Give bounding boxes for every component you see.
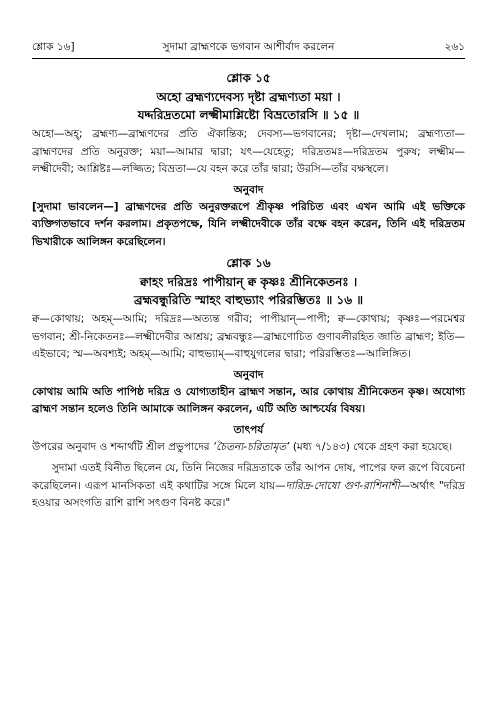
verse-15-line-1: অহো ব্রহ্মণ্যদেবস্য দৃষ্টা ব্রহ্মণ্যতা ময়া । [156, 90, 341, 104]
purport-p2-quote: দারিদ্র-দোষো গুণ-রাশিনাশী [285, 479, 400, 492]
verse-15-synonyms: অহো—অহ্; ব্রহ্মণ্য—ব্রাহ্মণদের প্রতি ঐকান্তিক; দেবস্য—ভগবানের; দৃষ্টা—দেখলাম; ব্রহ্মণ্যতা—ব্রাহ্মণদের প্রতি অনুরক্ত; ময়া—আমার দ্বারা; যৎ—যেহেতু; দরিদ্রতমঃ—দরিদ্রতম পুরুষ; লক্ষ্মীম—লক্ষ্মীদেবী; আশ্লিষ্টঃ—লজ্জিত; বিভ্রতা—যে বহন করে তাঁর দ্বারা; উরসি—তাঁর বক্ষস্থলে। [32, 128, 465, 175]
header-rule [32, 58, 465, 59]
running-header [32, 40, 465, 56]
purport-p2-text-b: —অর্থাৎ "দরিদ্র হওয়ার অসংগতি রাশি রাশি সৎগুণ বিনষ্ট করে।" [32, 479, 466, 509]
verse-16-heading: শ্লোক ১৬ [226, 256, 271, 270]
page-content [32, 68, 465, 517]
verse-15-heading: শ্লোক ১৫ [226, 71, 271, 85]
purport-paragraph-1 [32, 439, 465, 457]
verse-15-translation: [সুদামা ভাবলেন—] ব্রাহ্মণদের প্রতি অনুরক্তরূপে শ্রীকৃষ্ণ পরিচিত এবং এখন আমি এই ভক্তিকে ব্যক্তিগতভাবে দর্শন করলাম। প্রকৃতপক্ষে, যিনি লক্ষ্মীদেবীকে তাঁর বক্ষে বহন করেন, তিনি এই দরিদ্রতম ভিখারীকে আলিঙ্গন করেছিলেন। [32, 200, 465, 248]
purport-label: তাৎপর্য [233, 423, 264, 436]
verse-16-translation-label: অনুবাদ [233, 368, 264, 381]
page-number: ২৬১ [444, 41, 465, 53]
purport-p1-text-a: উপরের অনুবাদ ও শব্দার্থটি শ্রীল প্রভুপাদের [32, 440, 213, 453]
purport-p1-text-b: (মধ্য ৭/১৪৩) থেকে গ্রহণ করা হয়েছে। [289, 440, 453, 453]
purport-p1-book-title: ‘চৈতন্য-চরিতামৃত’ [212, 440, 290, 453]
verse-15-translation-label: অনুবাদ [233, 183, 264, 196]
purport-paragraph-2 [32, 460, 465, 513]
verse-15-section [32, 70, 465, 251]
header-chapter-title: সুদামা ব্রাহ্মণকে ভগবান আশীর্বাদ করলেন [162, 41, 335, 53]
verse-16-translation: কোথায় আমি অতি পাপিষ্ঠ দরিদ্র ও যোগ্যতাহীন ব্রাহ্মণ সন্তান, আর কোথায় শ্রীনিকেতন কৃষ্ণ। অযোগ্য ব্রাহ্মণ সন্তান হলেও তিনি আমাকে আলিঙ্গন করলেন, এটি অতি আশ্চর্যের বিষয়। [32, 385, 465, 415]
verse-16-line-2: ব্রহ্মবন্ধুরিতি স্মাহং বাহুভ্যাং পরিরম্ভিতঃ ॥ ১৬ ॥ [134, 293, 363, 307]
verse-16-line-1: ক্বাহং দরিদ্রঃ পাপীয়ান্ ক্ব কৃষ্ণঃ শ্রীনিকেতনঃ । [139, 275, 358, 289]
purport-p2-text-a: সুদামা এতই বিনীত ছিলেন যে, তিনি নিজের দরিদ্রতাকে তাঁর আপন দোষ, পাপের ফল রূপে বিবেচনা করেছিলেন। এরূপ মানসিকতা এই কথাটির সঙ্গে মিলে যায়— [32, 462, 465, 492]
verse-15-line-2: যদ্দরিদ্রতমো লক্ষ্মীমাশ্লিষ্টো বিভ্রতোরসি ॥ ১৫ ॥ [137, 108, 360, 122]
verse-16-synonyms: ক্ব—কোথায়; অহম্—আমি; দরিদ্রঃ—অত্যন্ত গরীব; পাপীয়ান্—পাপী; ক্ব—কোথায়; কৃষ্ণঃ—পরমেশ্বর ভগবান; শ্রী-নিকেতনঃ—লক্ষ্মীদেবীর আশ্রয়; ব্রহ্মবন্ধুঃ—ব্রাহ্মণোচিত গুণাবলীরহিত জাতি ব্রাহ্মণ; ইতি—এইভাবে; স্ম—অবশ্যই; অহম্—আমি; বাহুভ্যাম্—বাহুযুগলের দ্বারা; পরিরম্ভিতঃ—আলিঙ্গিত। [32, 313, 465, 360]
header-verse-ref: শ্লোক ১৬] [32, 41, 75, 53]
verse-16-section [32, 255, 465, 513]
